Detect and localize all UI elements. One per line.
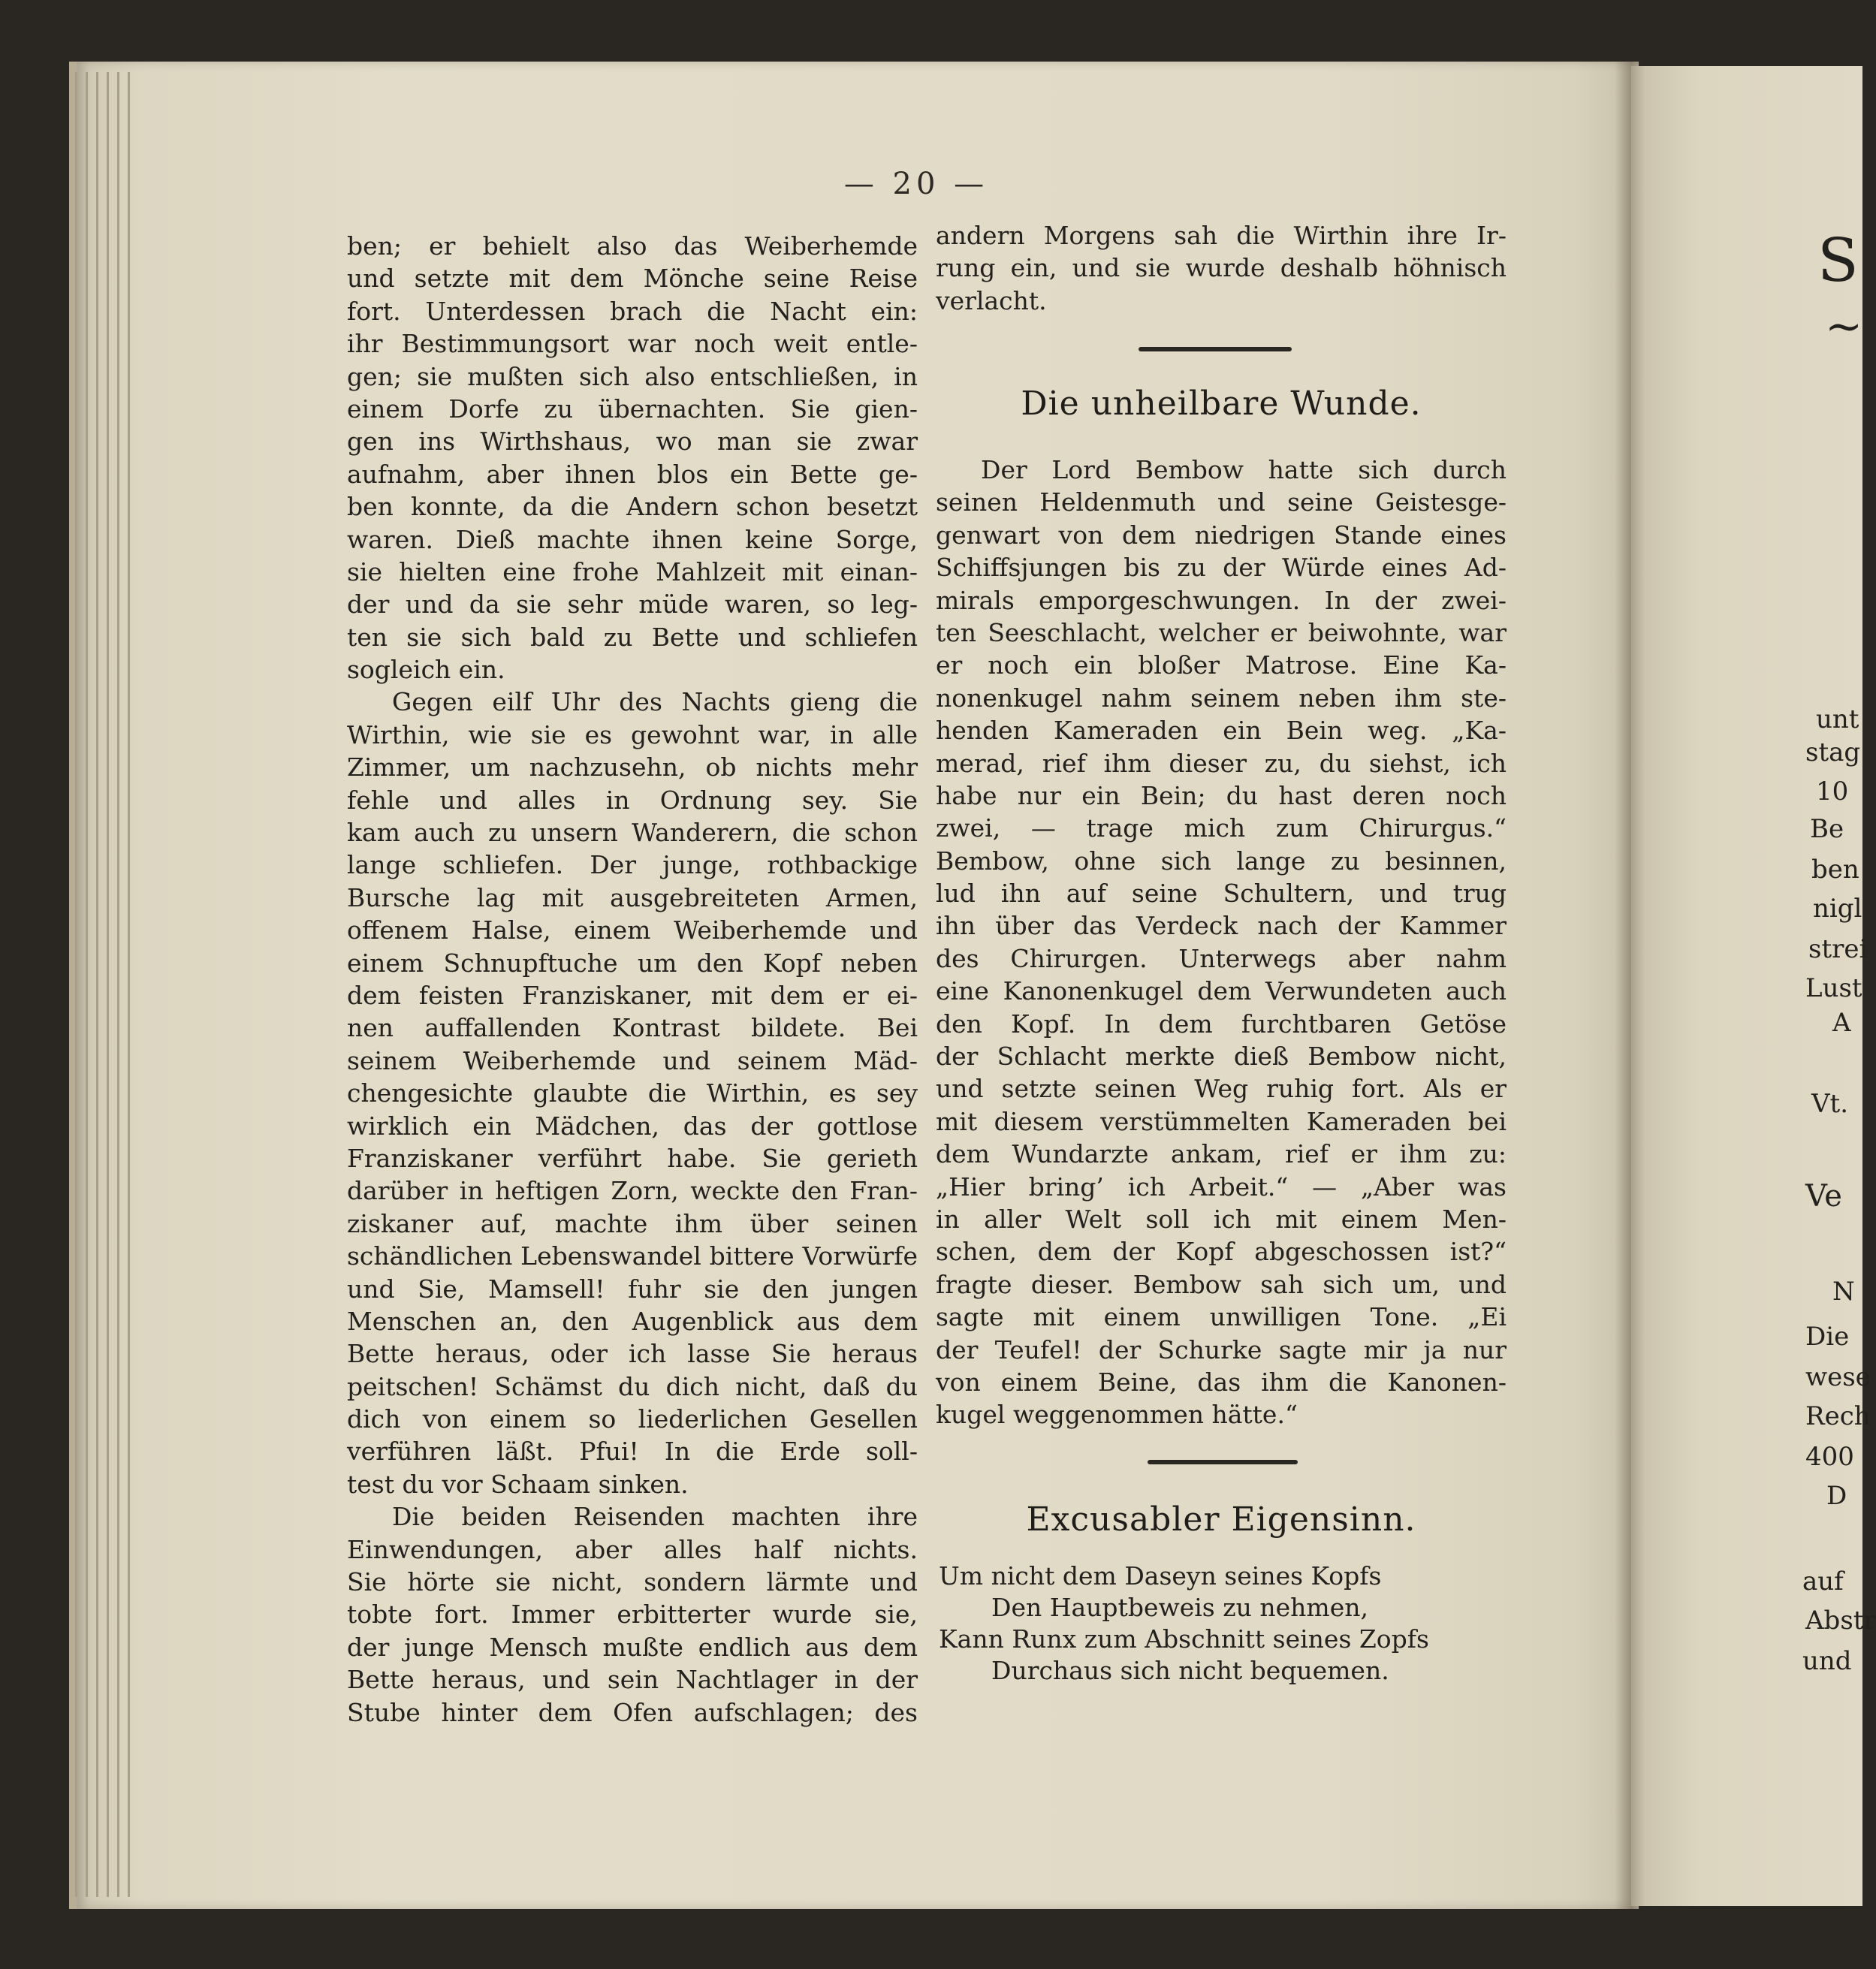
text-line: einem Schnupftuche um den Kopf neben [347,948,918,978]
left-text-column [347,230,918,1729]
text-line: Gegen eilf Uhr des Nachts gieng die [392,687,918,717]
text-line: fort. Unterdessen brach die Nacht ein: [347,296,918,326]
facing-page-fragment: Die [1805,1322,1850,1352]
text-line: ten Seeschlacht, welcher er beiwohnte, war [936,617,1507,647]
heading-unheilbare-wunde: Die unheilbare Wunde. [1021,384,1422,423]
text-line: Bembow, ohne sich lange zu besinnen, [936,846,1507,876]
text-line: darüber in heftigen Zorn, weckte den Fran- [347,1176,918,1206]
facing-page-fragment: D [1826,1481,1847,1511]
text-line: offenem Halse, einem Weiberhemde und [347,915,918,945]
text-line: seinem Weiberhemde und seinem Mäd- [347,1045,918,1075]
text-line: merad, rief ihm dieser zu, du siehst, ich [936,748,1507,778]
heading-excusabler-eigensinn: Excusabler Eigensinn. [1026,1500,1416,1539]
facing-page-fragment: Be [1810,814,1844,844]
text-line: Bette heraus, und sein Nachtlager in der [347,1665,918,1695]
text-line: gen; sie mußten sich also entschließen, in [347,361,918,391]
facing-page-fragment: Lust [1805,973,1862,1003]
text-line: ihr Bestimmungsort war noch weit entle- [347,329,918,359]
text-line: nen auffallenden Kontrast bildete. Bei [347,1013,918,1043]
text-line: des Chirurgen. Unterwegs aber nahm [936,943,1507,973]
text-line: rung ein, und sie wurde deshalb höhnisch [936,253,1507,283]
text-line: ten sie sich bald zu Bette und schliefen [347,622,918,652]
text-line: kam auch zu unsern Wanderern, die schon [347,818,918,848]
text-line: Menschen an, den Augenblick aus dem [347,1306,918,1336]
text-line: dem Wundarzte ankam, rief er ihm zu: [936,1139,1507,1169]
text-line: er noch ein bloßer Matrose. Eine Ka- [936,650,1507,680]
text-line: verlacht. [936,285,1047,315]
text-line: Einwendungen, aber alles half nichts. [347,1534,918,1564]
text-line: genwart von dem niedrigen Stande eines [936,520,1507,550]
text-line: Franziskaner verführt habe. Sie gerieth [347,1143,918,1173]
facing-page-fragment: A [1832,1008,1851,1038]
text-line: tobte fort. Immer erbitterter wurde sie, [347,1600,918,1630]
poem [939,1560,1510,1687]
text-line: henden Kameraden ein Bein weg. „Ka- [936,716,1507,746]
text-line: verführen läßt. Pfui! In die Erde soll- [347,1437,918,1467]
text-line: ziskaner auf, machte ihm über seinen [347,1208,918,1238]
text-line: mirals emporgeschwungen. In der zwei- [936,585,1507,615]
text-line: waren. Dieß machte ihnen keine Sorge, [347,524,918,554]
text-line: und Sie, Mamsell! fuhr sie den jungen [347,1274,918,1304]
text-line: nonenkugel nahm seinem neben ihm ste- [936,683,1507,713]
text-line: schändlichen Lebenswandel bittere Vorwürfe [347,1241,918,1271]
text-line: habe nur ein Bein; du hast deren noch [936,780,1507,810]
text-line: Stube hinter dem Ofen aufschlagen; des [347,1697,918,1727]
text-line: Bursche lag mit ausgebreiteten Armen, [347,882,918,912]
text-line: fragte dieser. Bembow sah sich um, und [936,1269,1507,1299]
facing-page-fragment: Abstr [1805,1606,1876,1636]
text-line: wirklich ein Mädchen, das der gottlose [347,1111,918,1141]
facing-page-fragment: S [1817,225,1859,295]
text-line: sagte mit einem unwilligen Tone. „Ei [936,1302,1507,1332]
text-line: einem Dorfe zu übernachten. Sie gien- [347,393,918,424]
right-story-text [936,454,1507,1431]
text-line: andern Morgens sah die Wirthin ihre Ir- [936,221,1507,250]
facing-page-fragment: nigl [1813,894,1862,924]
text-line: seinen Heldenmuth und seine Geistesge- [936,487,1507,517]
page-number: — 20 — [843,167,989,201]
text-line: ihn über das Verdeck nach der Kammer [936,911,1507,941]
facing-page-fragment: Vt. [1811,1089,1849,1119]
text-line: lange schliefen. Der junge, rothbackige [347,850,918,880]
facing-page-fragment: ~ [1825,300,1863,353]
text-line: Wirthin, wie sie es gewohnt war, in alle [347,719,918,749]
poem-line: Durchaus sich nicht bequemen. [991,1656,1389,1685]
section-divider-2 [1148,1460,1298,1464]
text-line: schen, dem der Kopf abgeschossen ist?“ [936,1237,1507,1267]
poem-line: Kann Runx zum Abschnitt seines Zopfs [939,1624,1429,1654]
text-line: dich von einem so liederlichen Gesellen [347,1404,918,1434]
text-line: aufnahm, aber ihnen blos ein Bette ge- [347,459,918,489]
text-line: lud ihn auf seine Schultern, und trug [936,879,1507,909]
text-line: den Kopf. In dem furchtbaren Getöse [936,1009,1507,1039]
right-intro-text [936,219,1507,317]
text-line: dem feisten Franziskaner, mit dem er ei- [347,980,918,1010]
text-line: zwei, — trage mich zum Chirurgus.“ [936,813,1507,843]
text-line: sie hielten eine frohe Mahlzeit mit einan- [347,556,918,586]
poem-line: Um nicht dem Daseyn seines Kopfs [939,1561,1382,1591]
facing-page-fragment: N [1832,1277,1855,1307]
text-line: Schiffsjungen bis zu der Würde eines Ad- [936,553,1507,583]
text-line: gen ins Wirthshaus, wo man sie zwar [347,427,918,457]
facing-page-fragment: 400 [1805,1442,1854,1472]
text-line: ben; er behielt also das Weiberhemde [347,231,918,261]
facing-page-fragment: 10 [1816,776,1849,807]
text-line: der Teufel! der Schurke sagte mir ja nur [936,1334,1507,1364]
facing-page-fragment: auf [1802,1566,1844,1597]
text-line: Sie hörte sie nicht, sondern lärmte und [347,1567,918,1597]
text-line: und setzte mit dem Mönche seine Reise [347,264,918,294]
text-line: kugel weggenommen hätte.“ [936,1400,1298,1430]
text-line: chengesichte glaubte die Wirthin, es sey [347,1078,918,1108]
text-line: „Hier bring’ ich Arbeit.“ — „Aber was [936,1171,1507,1202]
text-line: fehle und alles in Ordnung sey. Sie [347,785,918,815]
facing-page-fragment: Ve [1805,1179,1842,1214]
text-line: mit diesem verstümmelten Kameraden bei [936,1106,1507,1136]
facing-page-fragment: Rech [1805,1401,1871,1431]
text-line: von einem Beine, das ihm die Kanonen- [936,1367,1507,1397]
text-line: Die beiden Reisenden machten ihre [392,1502,918,1532]
text-line: der Schlacht merkte dieß Bembow nicht, [936,1042,1507,1072]
facing-page-fragment: ben [1811,855,1859,885]
text-line: und setzte seinen Weg ruhig fort. Als er [936,1074,1507,1104]
section-divider-1 [1139,347,1292,351]
text-line: Bette heraus, oder ich lasse Sie heraus [347,1339,918,1369]
text-line: Der Lord Bembow hatte sich durch [981,455,1507,484]
text-line: ben konnte, da die Andern schon besetzt [347,492,918,522]
text-line: der junge Mensch mußte endlich aus dem [347,1632,918,1662]
page-edges [75,72,140,1897]
text-line: sogleich ein. [347,655,505,685]
facing-page-fragment: wese [1805,1362,1871,1392]
facing-page-fragment: und [1802,1646,1852,1676]
facing-page-fragment: strei [1808,934,1868,964]
text-line: test du vor Schaam sinken. [347,1469,689,1499]
text-line: eine Kanonenkugel dem Verwundeten auch [936,976,1507,1006]
facing-page-fragment: unt [1816,704,1859,734]
text-line: peitschen! Schämst du dich nicht, daß du [347,1371,918,1401]
text-line: Zimmer, um nachzusehn, ob nichts mehr [347,752,918,782]
facing-page-fragment: stag [1805,737,1861,767]
poem-line: Den Hauptbeweis zu nehmen, [991,1593,1368,1622]
text-line: in aller Welt soll ich mit einem Men- [936,1204,1507,1234]
text-line: der und da sie sehr müde waren, so leg- [347,589,918,620]
